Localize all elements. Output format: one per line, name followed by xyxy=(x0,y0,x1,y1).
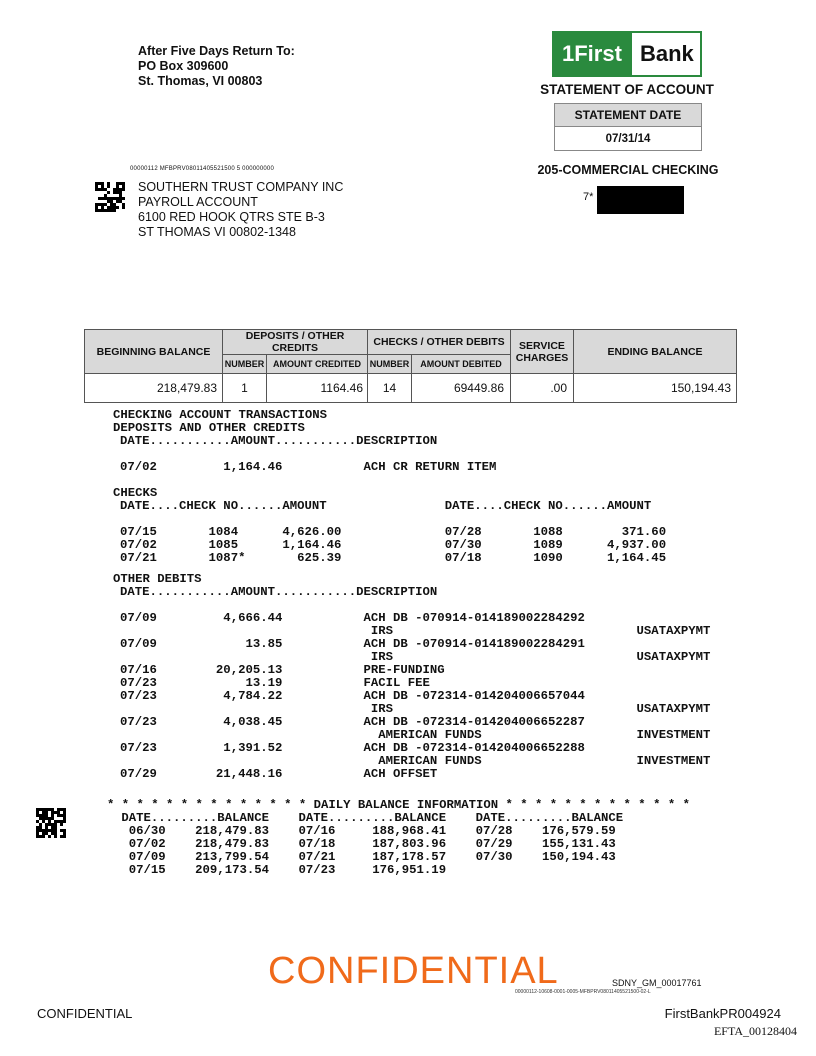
daily-balance-list xyxy=(107,825,690,877)
check-row: 07/15 1084 4,626.00 07/28 1088 371.60 xyxy=(120,525,667,539)
qr-code-icon xyxy=(36,808,66,838)
daily-balance-row: 07/02 218,479.83 07/18 187,803.96 07/29 155,131.43 xyxy=(114,837,616,851)
transactions-section xyxy=(113,409,710,781)
daily-balance-row: 07/15 209,173.54 07/23 176,951.19 xyxy=(114,863,447,877)
other-debits-list xyxy=(113,612,710,781)
account-type: 205-COMMERCIAL CHECKING xyxy=(537,163,719,177)
checks-list xyxy=(113,526,710,565)
address-line-2: PAYROLL ACCOUNT xyxy=(138,195,258,209)
statement-date-value: 07/31/14 xyxy=(605,133,651,145)
value-ending-balance: 150,194.43 xyxy=(574,374,737,403)
deposits-header: DATE...........AMOUNT...........DESCRIPTION xyxy=(120,434,438,448)
other-debit-row: IRS USATAXPYMT xyxy=(120,650,711,664)
daily-balance-section xyxy=(107,799,690,877)
transactions-title: CHECKING ACCOUNT TRANSACTIONS xyxy=(113,408,328,422)
check-row: 07/02 1085 1,164.46 07/30 1089 4,937.00 xyxy=(120,538,667,552)
value-service-charges: .00 xyxy=(511,374,574,403)
header-service-charges: SERVICE CHARGES xyxy=(511,330,574,374)
return-line-3: St. Thomas, VI 00803 xyxy=(138,74,263,88)
statement-date-box xyxy=(554,103,702,151)
daily-balance-header: DATE.........BALANCE DATE.........BALANCE DATE.........BALANCE xyxy=(114,811,624,825)
redaction-box xyxy=(597,186,684,214)
other-debit-row: 07/23 13.19 FACIL FEE xyxy=(120,676,430,690)
address-line-4: ST THOMAS VI 00802-1348 xyxy=(138,225,296,239)
header-checks: CHECKS / OTHER DEBITS xyxy=(368,330,511,355)
header-amount-debited: AMOUNT DEBITED xyxy=(412,355,511,374)
value-debit-count: 14 xyxy=(368,374,412,403)
logo-bank: Bank xyxy=(640,41,694,66)
checks-title: CHECKS xyxy=(113,486,158,500)
header-ending-balance: ENDING BALANCE xyxy=(574,330,737,374)
document-code: 00000112-10608-0001-0005-MFBPRV08011405521500-02-L xyxy=(515,989,651,995)
check-row: 07/21 1087* 625.39 07/18 1090 1,164.45 xyxy=(120,551,667,565)
value-amount-credited: 1164.46 xyxy=(267,374,368,403)
return-line-2: PO Box 309600 xyxy=(138,59,229,73)
confidential-footer: CONFIDENTIAL xyxy=(37,1006,133,1021)
other-debit-row: 07/09 4,666.44 ACH DB -070914-014189002284292 xyxy=(120,611,585,625)
deposit-row: 07/02 1,164.46 ACH CR RETURN ITEM xyxy=(120,460,497,474)
other-debits-header: DATE...........AMOUNT...........DESCRIPTION xyxy=(120,585,438,599)
other-debit-row: 07/23 1,391.52 ACH DB -072314-014204006652288 xyxy=(120,741,585,755)
deposits-list xyxy=(113,461,710,474)
firstbank-bates: FirstBankPR004924 xyxy=(664,1006,781,1021)
header-number-debits: NUMBER xyxy=(368,355,412,374)
account-number-prefix: 7* xyxy=(583,191,594,203)
statement-date-label: STATEMENT DATE xyxy=(555,104,701,127)
account-summary-table xyxy=(84,329,737,403)
daily-balance-banner: * * * * * * * * * * * * * * DAILY BALANCE INFORMATION * * * * * * * * * * * * * xyxy=(107,798,690,812)
return-address-block xyxy=(138,44,295,89)
header-beginning-balance: BEGINNING BALANCE xyxy=(85,330,223,374)
value-deposit-count: 1 xyxy=(223,374,267,403)
other-debit-row: 07/23 4,038.45 ACH DB -072314-014204006652287 xyxy=(120,715,585,729)
header-deposits: DEPOSITS / OTHER CREDITS xyxy=(223,330,368,355)
header-number-deposits: NUMBER xyxy=(223,355,267,374)
value-beginning-balance: 218,479.83 xyxy=(85,374,223,403)
other-debit-row: 07/23 4,784.22 ACH DB -072314-014204006657044 xyxy=(120,689,585,703)
checks-header: DATE....CHECK NO......AMOUNT DATE....CHECK NO......AMOUNT xyxy=(120,499,652,513)
logo-1first: 1First xyxy=(554,33,632,75)
mailing-address xyxy=(138,180,343,240)
other-debit-row: 07/09 13.85 ACH DB -070914-014189002284291 xyxy=(120,637,585,651)
value-amount-debited: 69449.86 xyxy=(412,374,511,403)
daily-balance-row: 06/30 218,479.83 07/16 188,968.41 07/28 176,579.59 xyxy=(114,824,616,838)
efta-number: EFTA_00128404 xyxy=(713,1024,797,1038)
qr-code-icon xyxy=(95,182,125,212)
address-line-3: 6100 RED HOOK QTRS STE B-3 xyxy=(138,210,325,224)
barcode-line: 00000112 MFBPRV08011405521500 5 000000000 xyxy=(130,166,274,172)
daily-balance-row: 07/09 213,799.54 07/21 187,178.57 07/30 150,194.43 xyxy=(114,850,616,864)
other-debit-row: IRS USATAXPYMT xyxy=(120,702,711,716)
other-debits-title: OTHER DEBITS xyxy=(113,572,202,586)
address-line-1: SOUTHERN TRUST COMPANY INC xyxy=(138,180,344,194)
other-debit-row: AMERICAN FUNDS INVESTMENT xyxy=(120,754,711,768)
confidential-stamp: CONFIDENTIAL xyxy=(268,950,559,992)
return-line-1: After Five Days Return To: xyxy=(138,44,295,58)
other-debit-row: AMERICAN FUNDS INVESTMENT xyxy=(120,728,711,742)
sdny-bates: SDNY_GM_00017761 xyxy=(612,978,702,988)
statement-title: STATEMENT OF ACCOUNT xyxy=(540,82,714,97)
firstbank-logo xyxy=(552,31,702,77)
deposits-title: DEPOSITS AND OTHER CREDITS xyxy=(113,421,305,435)
other-debit-row: 07/29 21,448.16 ACH OFFSET xyxy=(120,767,438,781)
other-debit-row: IRS USATAXPYMT xyxy=(120,624,711,638)
header-amount-credited: AMOUNT CREDITED xyxy=(267,355,368,374)
other-debit-row: 07/16 20,205.13 PRE-FUNDING xyxy=(120,663,445,677)
